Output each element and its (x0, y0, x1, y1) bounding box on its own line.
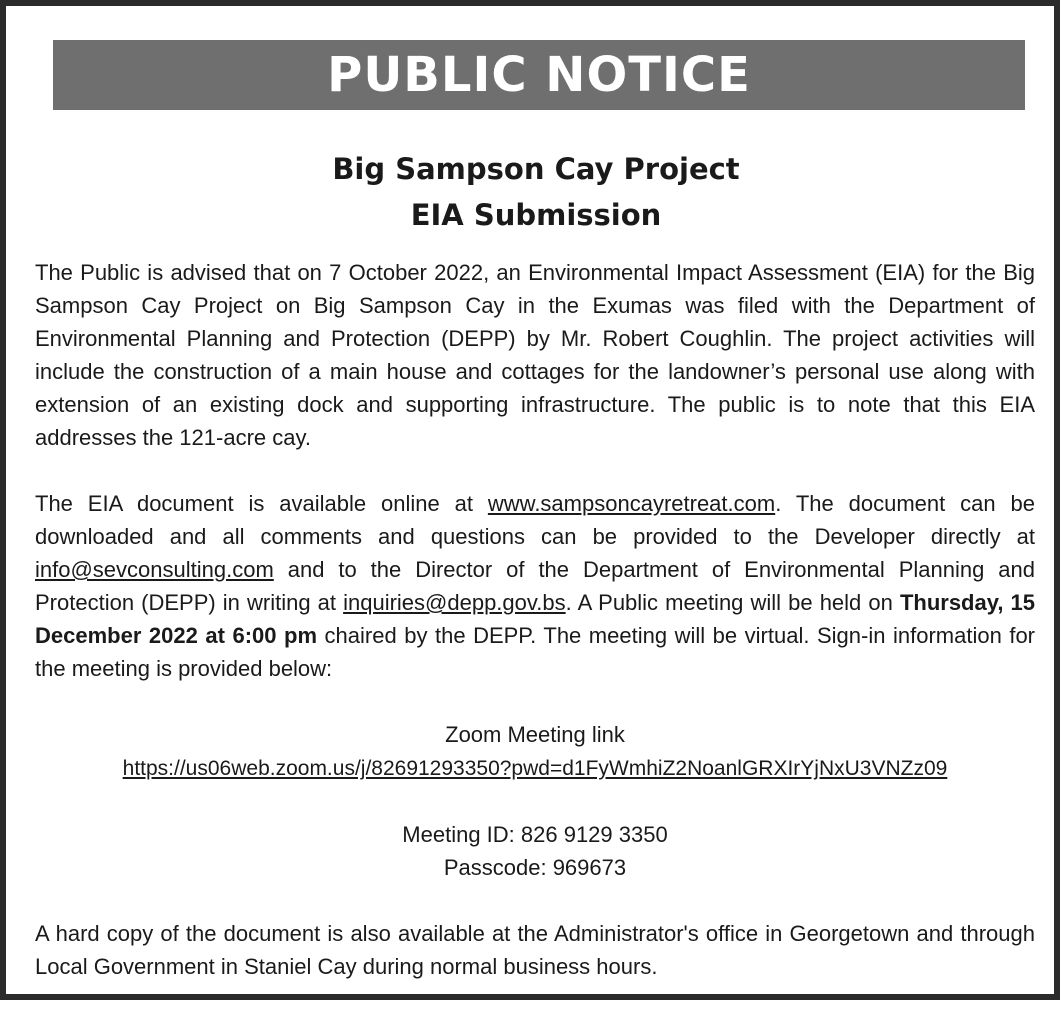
availability-text-5: chaired by the DEPP. The meeting will be virtual. Sign-in information for the meeting is provided below: (35, 623, 1036, 681)
notice-banner (53, 40, 1025, 110)
zoom-label: Zoom Meeting link (445, 722, 625, 747)
availability-paragraph (35, 487, 1035, 685)
website-link[interactable]: www.sampsoncayretreat.com (487, 491, 776, 516)
intro-paragraph: The Public is advised that on 7 October 2022, an Environmental Impact Assessment (EIA) for the Big Sampson Cay Project on Big Sampson Cay in the Exumas was filed with the Department of Environmental Planning and Protection (DEPP) by Mr. Robert Coughlin. The project activities will include the construction of a main house and cottages for the landowner’s personal use along with extension of an existing dock and supporting infrastructure. The public is to note that this EIA addresses the 121-acre cay. (35, 260, 1035, 450)
zoom-meeting-link[interactable]: https://us06web.zoom.us/j/82691293350?pwd=d1FyWmhiZ2NoanlGRXIrYjNxU3VNZz09 (122, 757, 948, 780)
developer-email-link[interactable]: info@sevconsulting.com (35, 557, 274, 582)
zoom-block (35, 718, 1035, 785)
meeting-datetime: Thursday, 15 December 2022 at 6:00 pm (35, 590, 1035, 648)
submission-label: EIA Submission (410, 198, 662, 232)
meeting-passcode: Passcode: 969673 (443, 855, 627, 880)
meeting-id: Meeting ID: 826 9129 3350 (402, 822, 668, 847)
availability-text-4: . A Public meeting will be held on (565, 590, 900, 615)
project-name: Big Sampson Cay Project (332, 152, 740, 186)
hard-copy-paragraph: A hard copy of the document is also available at the Administrator's office in Georgetown and through Local Government in Staniel Cay during normal business hours. (35, 921, 1035, 979)
notice-body (35, 256, 1035, 1016)
notice-title (6, 146, 1060, 238)
availability-text-2: . The document can be downloaded and all comments and questions can be provided to the Developer directly at (35, 491, 1035, 549)
banner-title: PUBLIC NOTICE (327, 47, 751, 103)
availability-text-3: and to the Director of the Department of Environmental Planning and Protection (DEPP) in writing at (35, 557, 1035, 615)
depp-email-link[interactable]: inquiries@depp.gov.bs (343, 590, 566, 615)
availability-text-1: The EIA document is available online at (35, 491, 488, 516)
meeting-credentials (35, 818, 1035, 884)
